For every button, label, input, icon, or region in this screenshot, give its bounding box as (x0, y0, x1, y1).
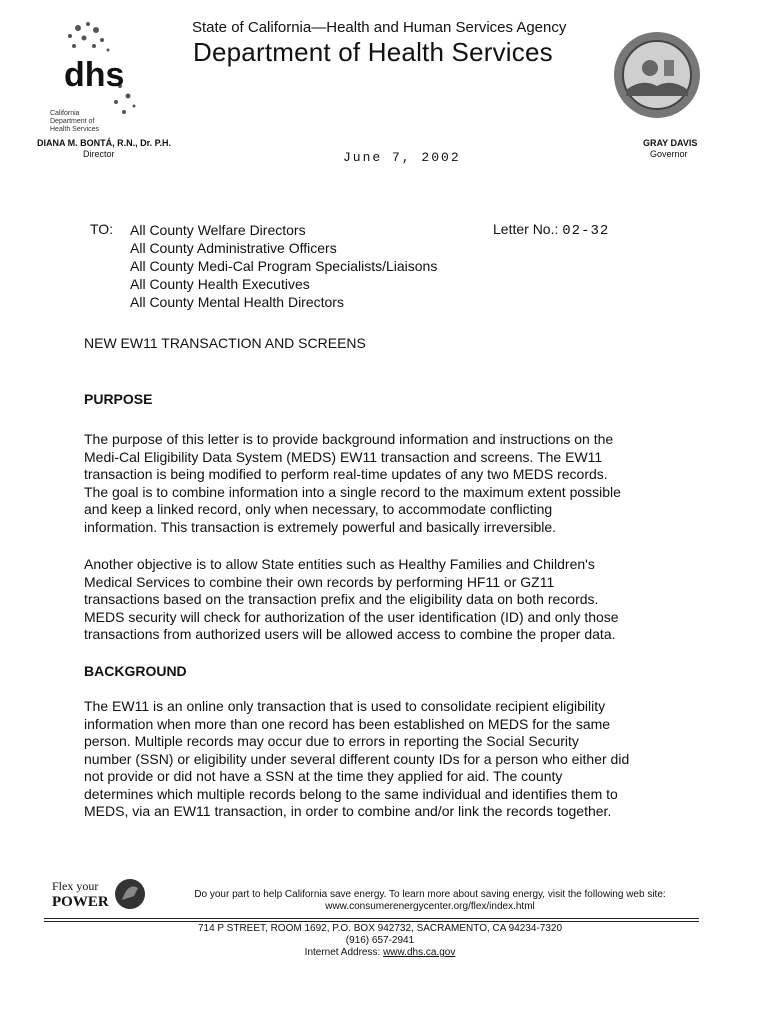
paragraph-line: The goal is to combine information into a single record to the maximum extent possible (84, 483, 621, 500)
logo-caption-line: Health Services (50, 126, 100, 133)
footer-divider (44, 921, 699, 922)
director-name: DIANA M. BONTÁ, R.N., Dr. P.H. (37, 138, 172, 148)
subject-line: NEW EW11 TRANSACTION AND SCREENS (84, 335, 366, 351)
paragraph-line: The purpose of this letter is to provide background information and instructions on the (84, 431, 614, 447)
purpose-heading: PURPOSE (84, 391, 153, 407)
logo-caption (50, 110, 99, 134)
paragraph-line: Another objective is to allow State entities such as Healthy Families and Children's (84, 556, 595, 572)
director-title: Director (83, 149, 115, 159)
logo-caption-line: Department of (50, 118, 95, 125)
paragraph-line: The EW11 is an online only transaction that is used to consolidate recipient eligibility (84, 698, 606, 714)
addressee-item: All County Mental Health Directors (130, 294, 344, 310)
addressee-item: All County Health Executives (130, 276, 310, 292)
footer-address (160, 923, 600, 959)
paragraph-line: transactions based on the transaction prefix and the eligibility data on both records. (84, 591, 599, 607)
internet-address (160, 947, 600, 959)
paragraph-line: Medical Services to combine their own records by performing HF11 or GZ11 (84, 573, 555, 590)
flex-logo-line2: POWER (52, 894, 109, 910)
paragraph-line: Medi-Cal Eligibility Data System (MEDS) EW11 transaction and screens. The EW11 (84, 448, 603, 465)
dhs-logo-text: dhs (64, 56, 125, 94)
department-title: Department of Health Services (193, 37, 553, 67)
background-paragraph-1 (84, 698, 684, 821)
paragraph-line: not provide or did not have a SSN at the time they applied for aid. The county (84, 768, 563, 784)
state-seal (612, 30, 702, 120)
street-address: 714 P STREET, ROOM 1692, P.O. BOX 942732, SACRAMENTO, CA 94234-7320 (197, 923, 563, 934)
addressee-item: All County Administrative Officers (130, 240, 337, 256)
logo-caption-line: California (50, 110, 80, 117)
energy-url: www.consumerenergycenter.org/flex/index.html (325, 901, 535, 912)
governor-name: GRAY DAVIS (643, 138, 698, 148)
energy-note (160, 889, 700, 913)
purpose-paragraph-1 (84, 431, 684, 536)
letter-number-label: Letter No.: (493, 221, 559, 237)
purpose-paragraph-2 (84, 556, 684, 644)
to-label: TO: (90, 221, 114, 237)
website-link[interactable]: www.dhs.ca.gov (383, 947, 456, 958)
phone-number: (916) 657-2941 (345, 935, 415, 946)
paragraph-line: transactions from authorized users will be allowed access to combine the proper data. (84, 626, 616, 642)
addressee-item: All County Medi-Cal Program Specialists/Liaisons (130, 258, 438, 274)
paragraph-line: MEDS security will check for authorization of the user identification (ID) and only those (84, 608, 619, 625)
energy-note-text: Do your part to help California save energy. To learn more about saving energy, visit the following web site: (194, 889, 666, 900)
letter-number-value: 02-32 (562, 223, 610, 239)
background-heading: BACKGROUND (84, 663, 187, 679)
paragraph-line: person. Multiple records may occur due to errors in reporting the Social Security (84, 733, 579, 749)
letter-number (493, 221, 609, 239)
flex-your-power-logo (50, 876, 150, 912)
paragraph-line: number (SSN) or eligibility under several different county IDs for a person who either did (84, 750, 630, 767)
footer-divider (44, 918, 699, 919)
paragraph-line: transaction is being modified to perform real-time updates of any two MEDS records. (84, 466, 608, 482)
paragraph-line: information when more than one record has been established on MEDS for the same (84, 715, 611, 732)
addressee-item: All County Welfare Directors (130, 222, 306, 238)
paragraph-line: and keep a linked record, only when necessary, to accommodate conflicting (84, 501, 553, 517)
paragraph-line: information. This transaction is extremely powerful and basically irreversible. (84, 518, 557, 535)
letter-date: June 7, 2002 (343, 150, 461, 165)
paragraph-line: MEDS, via an EW11 transaction, in order to combine and/or link the records together. (84, 803, 612, 819)
governor-title: Governor (650, 149, 688, 159)
addressee-list (130, 221, 437, 311)
flex-logo-line1: Flex your (52, 879, 99, 893)
paragraph-line: determines which multiple records belong to the same individual and identifies them to (84, 785, 618, 802)
agency-name: State of California—Health and Human Services Agency (192, 19, 567, 36)
internet-label: Internet Address: (304, 947, 381, 958)
